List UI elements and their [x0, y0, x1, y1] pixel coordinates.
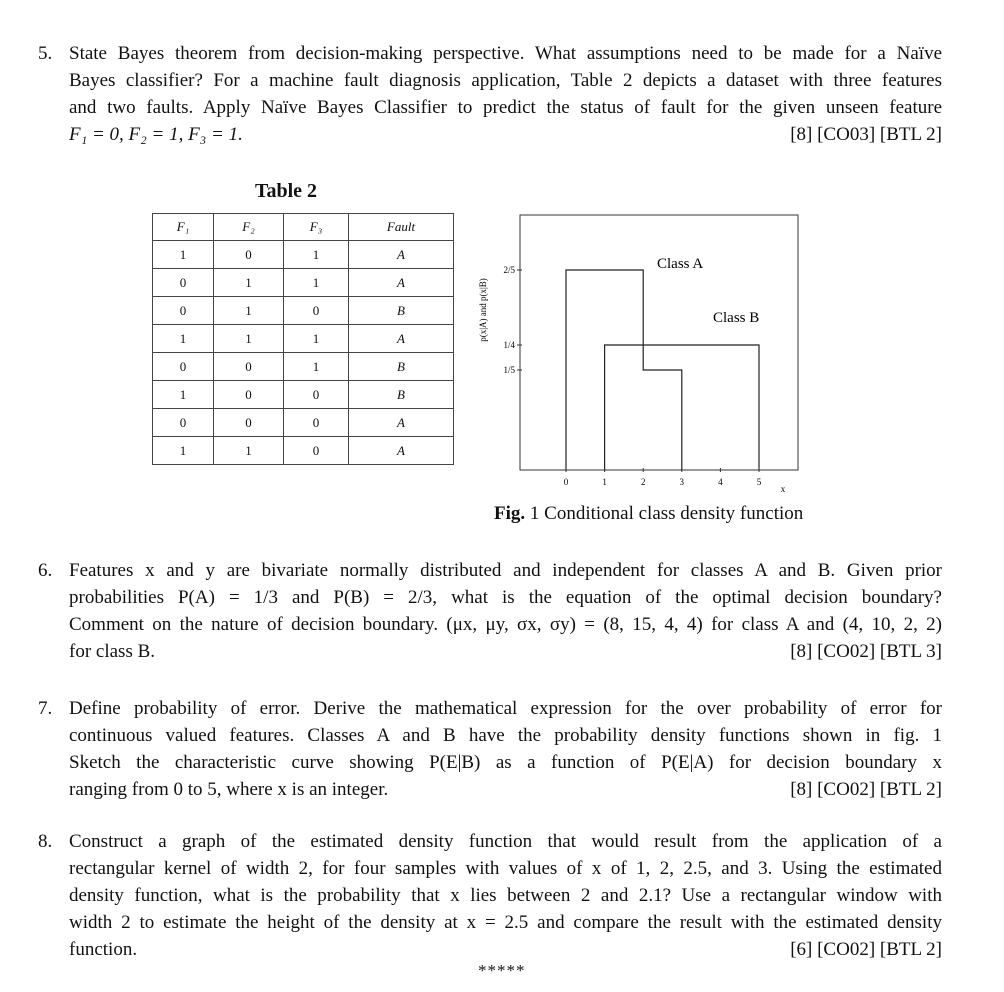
- table-cell: A: [349, 409, 454, 437]
- y-tick-label: 1/4: [503, 340, 515, 350]
- table-cell: A: [349, 269, 454, 297]
- table-cell: 1: [284, 241, 349, 269]
- table-cell: 0: [153, 353, 214, 381]
- question-line: and two faults. Apply Naïve Bayes Classifier to predict the status of fault for the given unseen feature: [69, 97, 942, 118]
- table-row: [153, 381, 454, 409]
- class-a-label: Class A: [657, 256, 704, 272]
- table-cell: 0: [214, 241, 284, 269]
- question-5: [38, 40, 942, 148]
- table-cell: 0: [153, 269, 214, 297]
- question-line: function.: [69, 939, 138, 960]
- figure-caption-label: Fig.: [494, 503, 526, 524]
- data-table: [152, 213, 454, 465]
- table-cell: 1: [284, 325, 349, 353]
- table-cell: 1: [214, 325, 284, 353]
- question-line: continuous valued features. Classes A and B have the probability density functions shown in fig. 1: [69, 725, 942, 746]
- table-cell: 0: [153, 409, 214, 437]
- question-line: F₁ = 0, F₂ = 1, F₃ = 1.: [69, 124, 243, 145]
- table-cell: 0: [153, 297, 214, 325]
- table-cell: 1: [153, 381, 214, 409]
- question-line: Sketch the characteristic curve showing P(E|B) as a function of P(E|A) for decision boundary x: [69, 752, 942, 773]
- table-cell: B: [349, 353, 454, 381]
- question-line: State Bayes theorem from decision-making perspective. What assumptions need to be made for a Naïve: [69, 43, 942, 64]
- table-cell: 0: [214, 381, 284, 409]
- question-line: rectangular kernel of width 2, for four samples with values of x of 1, 2, 2.5, and 3. Using the estimated: [69, 858, 942, 879]
- class-a-line: [566, 270, 682, 470]
- question-7: [38, 695, 942, 803]
- y-tick-label: 1/5: [503, 365, 515, 375]
- column-header: F₁: [153, 214, 214, 241]
- x-tick-label: 3: [679, 477, 685, 487]
- column-header: F₂: [214, 214, 284, 241]
- table-cell: A: [349, 437, 454, 465]
- question-line: for class B.: [69, 641, 156, 662]
- table-cell: 1: [214, 297, 284, 325]
- question-last-line: [69, 121, 942, 148]
- table-row: [153, 409, 454, 437]
- question-line: Define probability of error. Derive the mathematical expression for the over probability of error for: [69, 698, 942, 719]
- question-last-line: [69, 936, 942, 963]
- x-tick-label: 2: [640, 477, 646, 487]
- table-cell: A: [349, 325, 454, 353]
- table-cell: 0: [284, 437, 349, 465]
- question-number: 8.: [38, 831, 53, 852]
- column-header: F₃: [284, 214, 349, 241]
- question-line: Comment on the nature of decision boundary. (μx, μy, σx, σy) = (8, 15, 4, 4) for class A and (4, 10, 2, 2): [69, 614, 942, 635]
- question-line: Construct a graph of the estimated density function that would result from the application of a: [69, 831, 942, 852]
- question-line: Bayes classifier? For a machine fault diagnosis application, Table 2 depicts a dataset with three features: [69, 70, 942, 91]
- table-cell: B: [349, 297, 454, 325]
- question-6: [38, 557, 942, 665]
- question-8: [38, 828, 942, 963]
- column-header: Fault: [349, 214, 454, 241]
- table-cell: 1: [153, 325, 214, 353]
- table-cell: 1: [153, 437, 214, 465]
- question-number: 6.: [38, 560, 53, 581]
- table-row: [153, 297, 454, 325]
- question-number: 5.: [38, 43, 53, 64]
- question-last-line: [69, 638, 942, 665]
- x-axis-label: x: [780, 484, 786, 494]
- table-caption: Table 2: [255, 180, 318, 202]
- table-cell: 0: [214, 353, 284, 381]
- table-cell: 0: [284, 381, 349, 409]
- table-cell: 0: [214, 409, 284, 437]
- x-tick-label: 5: [756, 477, 762, 487]
- table-cell: 0: [284, 409, 349, 437]
- table-cell: 0: [284, 297, 349, 325]
- marks-tag: [8] [CO03] [BTL 2]: [790, 124, 942, 145]
- table-row: [153, 325, 454, 353]
- figure-caption: [494, 503, 803, 525]
- y-axis-label: p(x|A) and p(x|B): [478, 278, 488, 342]
- footer-stars: *****: [478, 961, 526, 980]
- table-row: [153, 269, 454, 297]
- class-b-label: Class B: [713, 310, 760, 326]
- table-row: [153, 437, 454, 465]
- question-line: density function, what is the probability that x lies between 2 and 2.1? Use a rectangular window with: [69, 885, 942, 906]
- marks-tag: [6] [CO02] [BTL 2]: [790, 939, 942, 960]
- table-cell: 1: [214, 437, 284, 465]
- table-row: [153, 353, 454, 381]
- question-line: width 2 to estimate the height of the density at x = 2.5 and compare the result with the estimated density: [69, 912, 942, 933]
- question-number: 7.: [38, 698, 53, 719]
- x-tick-label: 0: [563, 477, 569, 487]
- table-cell: 1: [214, 269, 284, 297]
- question-line: probabilities P(A) = 1/3 and P(B) = 2/3, what is the equation of the optimal decision boundary?: [69, 587, 942, 608]
- x-tick-label: 1: [602, 477, 607, 487]
- plot-frame: [520, 215, 798, 470]
- table-cell: 1: [153, 241, 214, 269]
- marks-tag: [8] [CO02] [BTL 3]: [790, 641, 942, 662]
- table-cell: A: [349, 241, 454, 269]
- figure-caption-text: 1 Conditional class density function: [525, 503, 804, 524]
- table-header-row: [153, 214, 454, 241]
- density-chart: [470, 210, 810, 500]
- x-tick-label: 4: [718, 477, 723, 487]
- question-line: ranging from 0 to 5, where x is an integer.: [69, 779, 389, 800]
- question-line: Features x and y are bivariate normally distributed and independent for classes A and B. Given prior: [69, 560, 942, 581]
- table-cell: 1: [284, 353, 349, 381]
- question-last-line: [69, 776, 942, 803]
- marks-tag: [8] [CO02] [BTL 2]: [790, 779, 942, 800]
- table-row: [153, 241, 454, 269]
- table-cell: 1: [284, 269, 349, 297]
- y-tick-label: 2/5: [503, 265, 515, 275]
- table-cell: B: [349, 381, 454, 409]
